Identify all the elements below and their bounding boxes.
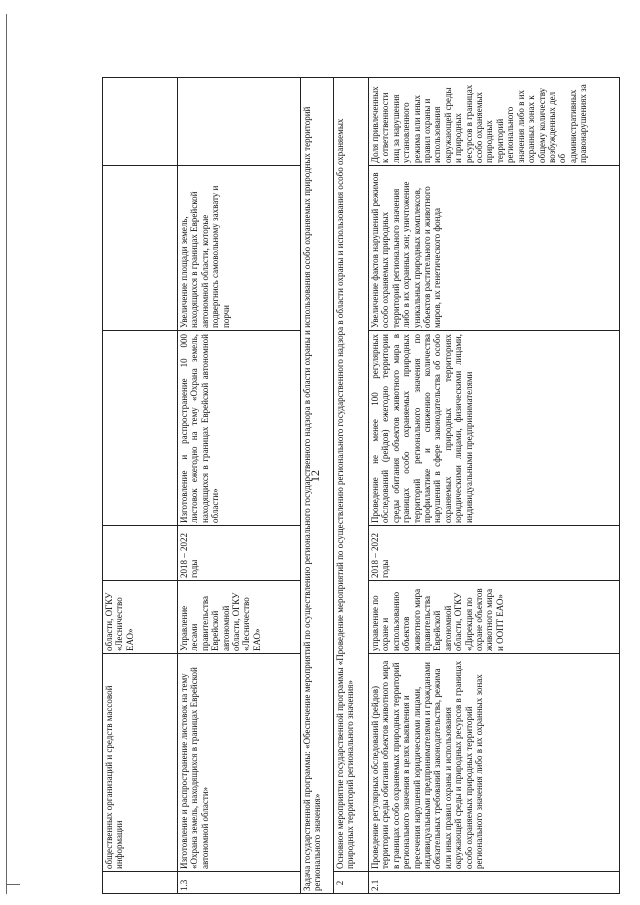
row-1-3-activity: Изготовление и распространение листовок на тему «Охрана земель, находящихся в границах Еврейской автономной области»	[179, 667, 210, 869]
row-2-1-consequence: Увеличение фактов нарушений режимов особо охраняемых природных территорий регионального значения либо в их охранных зон; уничтожение уникальных природных комплексов, объектов растительного и животного миров, их генетического фонда	[370, 172, 443, 328]
row-2-1-period: 2018 – 2022 годы	[370, 533, 391, 578]
row-2-1-indicator: Доля привлеченных к ответственности лиц за нарушения установленного режима или иных правил охраны и использования окружающей среды и природных ресурсов в границах особо охраняемых природных территорий регионального значения либо в их охранных зонах к общему количеству возбужденных дел об административных правонарушениях за	[370, 84, 589, 163]
rotated-table	[102, 78, 620, 894]
prev-activity-cell: общественных организаций и средств массовой информации	[104, 685, 125, 869]
row-2-1-activity: Проведение регулярных обследований (рейдов) территории среды обитания объектов животного мира в границах особо охраняемых природных территорий регионального значения в целях выявления и пресечения нарушений юридическими лицами, индивидуальными предпринимателями и гражданами обязательных требований законодательства, режима или иных правил охраны и использования окружающей среды и природных ресурсов в границах особо охраняемых природных территорий регионального значения либо в их охранных зонах	[370, 660, 485, 869]
row-2-number: 2	[335, 880, 345, 886]
row-1-3-executor: Управление лесами правительства Еврейской автономной области, ОГКУ «Лесничество ЕАО»	[179, 592, 262, 651]
row-1-3-result: Изготовление и распространение 10 000 листовок ежегодно на тему «Охрана земель, находящихся в границах Еврейской автономной области»	[179, 334, 221, 523]
row-1-3-number: 1.3	[179, 879, 189, 891]
row-2-1-result: Проведение не менее 100 регулярных обследований (рейдов) ежегодно территории среды обитания объектов животного мира в границах особо охраняемых природных территорий регионального значения по профилактике и снижению количества нарушений в сфере законодательства об особо охраняемых природных территориях юридическими лицами, физическими лицами, индивидуальными предпринимателями	[370, 334, 474, 523]
row-2-1-number: 2.1	[370, 879, 380, 891]
task-heading: Задача государственной программы: «Обеспечение мероприятий по осуществлению регионального государственного надзора в области охраны и использования особо охраняемых природных территорий регионального значения»	[302, 106, 323, 891]
row-2-main-event: Основное мероприятие государственной программы «Проведение мероприятий по осуществлению регионального государственного надзора в области охраны и использования особо охраняемых природных территорий регионального значения»	[335, 118, 356, 869]
page-number: 12	[308, 470, 322, 482]
row-2-1-executor: управление по охране и использованию объектов животного мира правительства Еврейской автономной области, ОГКУ «Дирекция по охране объектов животного мира и ООПТ ЕАО»	[370, 588, 505, 651]
scan-edge-tick	[6, 884, 20, 885]
row-1-3-consequence: Увеличение площади земель, находящихся в границах Еврейской автономной области, которые подвергнись самовольному захвату и порчи	[179, 185, 231, 328]
prev-executor-cell: области, ОГКУ «Лесничество ЕАО»	[104, 592, 135, 651]
scan-edge-mark	[6, 14, 7, 894]
row-1-3-period: 2018 – 2022 годы	[179, 533, 200, 578]
